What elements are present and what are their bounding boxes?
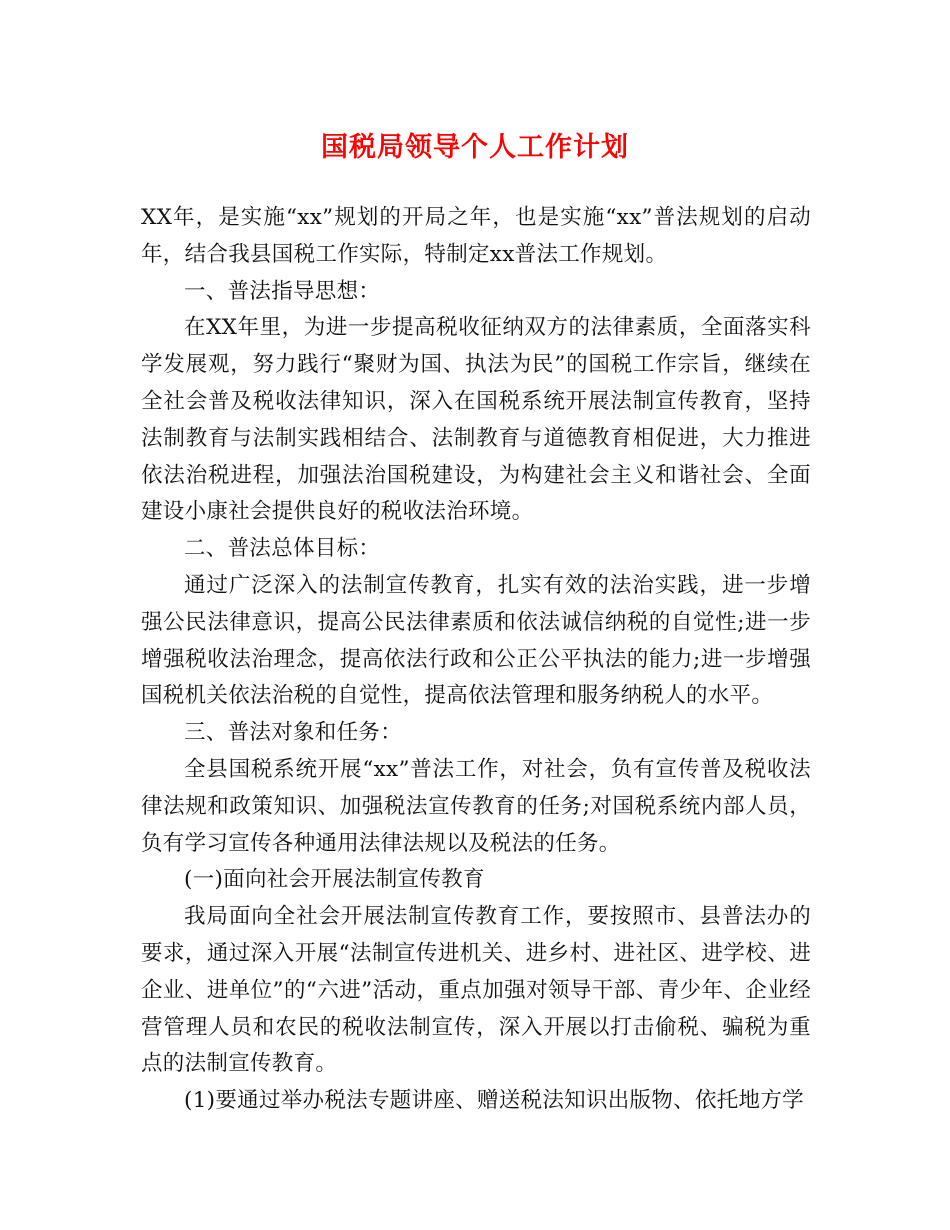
paragraph-public-education: 我局面向全社会开展法制宣传教育工作，要按照市、县普法办的要求，通过深入开展“法制宣传进机关、进乡村、进社区、进学校、进企业、进单位”的“六进”活动，重点加强对领导干部、青少年、企业经营管理人员和农民的税收法制宣传，深入开展以打击偷税、骗税为重点的法制宣传教育。 [141,904,811,1077]
paragraph-item-1: (1)要通过举办税法专题讲座、赠送税法知识出版物、依托地方学 [184,1088,804,1114]
document-title: 国税局领导个人工作计划 [321,132,629,163]
section-heading-guiding-ideology: 一、普法指导思想： [184,278,381,304]
subsection-heading-public-education: (一)面向社会开展法制宣传教育 [184,867,485,893]
paragraph-targets-tasks: 全县国税系统开展“xx”普法工作，对社会，负有宣传普及税收法律法规和政策知识、加强税法宣传教育的任务;对国税系统内部人员，负有学习宣传各种通用法律法规以及税法的任务。 [141,756,811,856]
section-heading-overall-goals: 二、普法总体目标： [184,536,381,562]
paragraph-intro: XX年，是实施“xx”规划的开局之年，也是实施“xx”普法规划的启动年，结合我县国税工作实际，特制定xx普法工作规划。 [141,205,811,267]
section-heading-targets-tasks: 三、普法对象和任务： [184,720,403,746]
paragraph-guiding-ideology: 在XX年里，为进一步提高税收征纳双方的法律素质，全面落实科学发展观，努力践行“聚财为国、执法为民”的国税工作宗旨，继续在全社会普及税收法律知识，深入在国税系统开展法制宣传教育，坚持法制教育与法制实践相结合、法制教育与道德教育相促进，大力推进依法治税进程，加强法治国税建设，为构建社会主义和谐社会、全面建设小康社会提供良好的税收法治环境。 [141,315,811,525]
document-body [141,200,811,1120]
paragraph-overall-goals: 通过广泛深入的法制宣传教育，扎实有效的法治实践，进一步增强公民法律意识，提高公民法律素质和依法诚信纳税的自觉性;进一步增强税收法治理念，提高依法行政和公正公平执法的能力;进一步增强国税机关依法治税的自觉性，提高依法管理和服务纳税人的水平。 [141,572,811,709]
